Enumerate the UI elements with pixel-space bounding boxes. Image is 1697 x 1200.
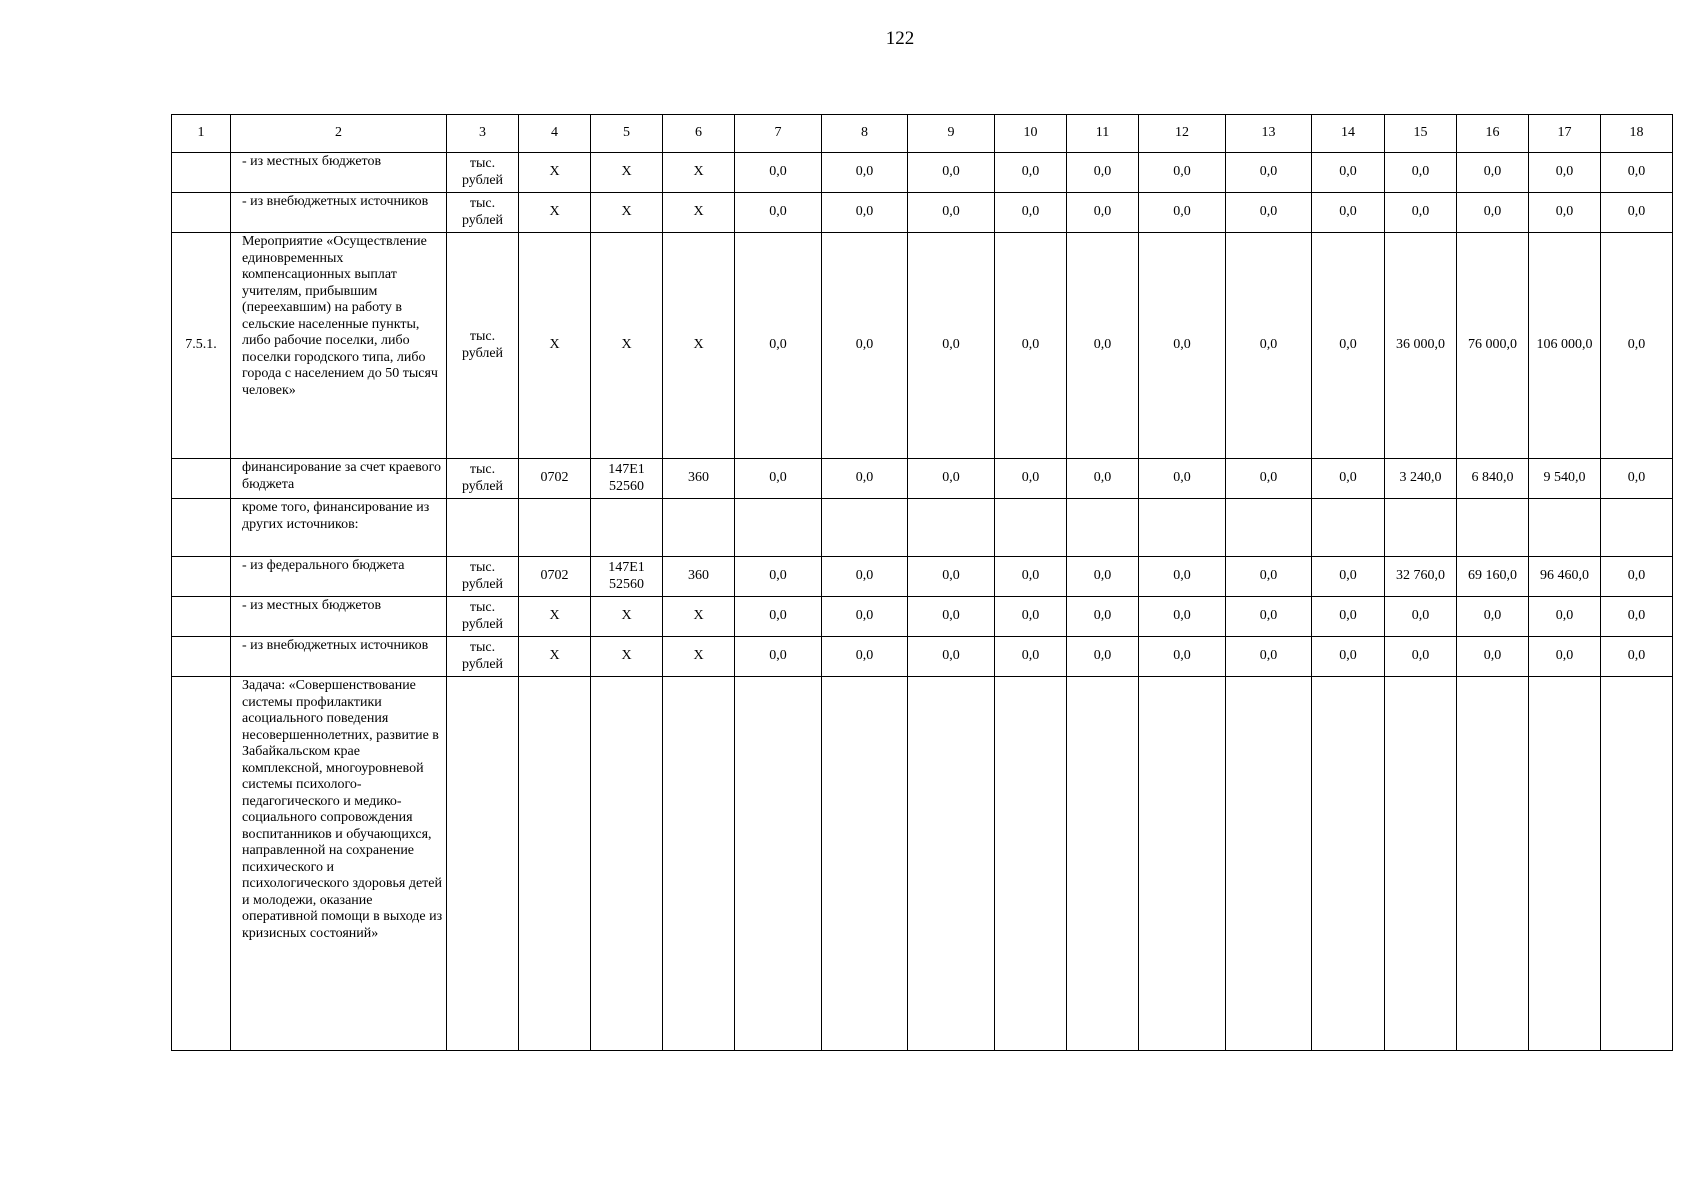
unit-cell: тыс. рублей	[447, 557, 519, 597]
row-number	[172, 193, 231, 233]
value-cell: 0,0	[1226, 459, 1312, 499]
value-cell: 0,0	[1067, 459, 1139, 499]
target-code-cell: X	[591, 597, 663, 637]
value-cell: 0,0	[1529, 597, 1601, 637]
table-row	[172, 677, 1673, 1051]
value-cell: 0,0	[1067, 233, 1139, 459]
target-code-cell: X	[591, 153, 663, 193]
value-cell: 36 000,0	[1385, 233, 1457, 459]
value-cell: 0,0	[1067, 193, 1139, 233]
value-cell: 0,0	[1601, 637, 1673, 677]
value-cell: 0,0	[908, 193, 995, 233]
value-cell: 0,0	[1601, 233, 1673, 459]
value-cell: 0,0	[995, 637, 1067, 677]
value-cell: 0,0	[908, 459, 995, 499]
value-cell: 0,0	[1226, 557, 1312, 597]
target-code-cell: X	[591, 637, 663, 677]
value-cell: 96 460,0	[1529, 557, 1601, 597]
row-number	[172, 499, 231, 557]
header-cell: 15	[1385, 115, 1457, 153]
value-cell	[1312, 677, 1385, 1051]
value-cell: 0,0	[1139, 193, 1226, 233]
value-cell: 0,0	[908, 637, 995, 677]
header-cell: 1	[172, 115, 231, 153]
value-cell: 0,0	[822, 597, 908, 637]
value-cell	[1067, 677, 1139, 1051]
table-row	[172, 557, 1673, 597]
value-cell: 0,0	[1312, 153, 1385, 193]
row-number	[172, 557, 231, 597]
header-cell: 7	[735, 115, 822, 153]
header-cell: 9	[908, 115, 995, 153]
header-row	[172, 115, 1673, 153]
header-cell: 12	[1139, 115, 1226, 153]
header-cell: 18	[1601, 115, 1673, 153]
header-cell: 2	[231, 115, 447, 153]
value-cell: 3 240,0	[1385, 459, 1457, 499]
value-cell: 9 540,0	[1529, 459, 1601, 499]
value-cell: 0,0	[908, 233, 995, 459]
value-cell: 0,0	[1139, 233, 1226, 459]
row-number: 7.5.1.	[172, 233, 231, 459]
row-name: - из федерального бюджета	[231, 557, 447, 597]
section-code-cell: 0702	[519, 459, 591, 499]
row-name: Мероприятие «Осуществление единовременных компенсационных выплат учителям, прибывшим (переехавшим) на работу в сельские населенные пункты, либо рабочие поселки, либо поселки городского типа, либо города с населением до 50 тысяч человек»	[231, 233, 447, 459]
value-cell	[1226, 677, 1312, 1051]
value-cell	[1139, 677, 1226, 1051]
expense-type-cell: X	[663, 153, 735, 193]
row-name: Задача: «Совершенствование системы профилактики асоциального поведения несовершеннолетних, развитие в Забайкальском крае комплексной, многоуровневой системы психолого-педагогического и медико-социального сопровождения воспитанников и обучающихся, направленной на сохранение психического и психологического здоровья детей и молодежи, оказание оперативной помощи в выходе из кризисных состояний»	[231, 677, 447, 1051]
header-cell: 13	[1226, 115, 1312, 153]
table-row	[172, 499, 1673, 557]
value-cell: 0,0	[822, 557, 908, 597]
value-cell	[908, 677, 995, 1051]
value-cell: 0,0	[822, 193, 908, 233]
value-cell	[822, 677, 908, 1051]
value-cell: 0,0	[822, 459, 908, 499]
table-row	[172, 597, 1673, 637]
header-cell: 11	[1067, 115, 1139, 153]
value-cell	[1312, 499, 1385, 557]
value-cell: 106 000,0	[1529, 233, 1601, 459]
expense-type-cell	[663, 499, 735, 557]
row-number	[172, 597, 231, 637]
value-cell: 0,0	[735, 233, 822, 459]
budget-table	[171, 114, 1673, 1051]
value-cell	[1529, 677, 1601, 1051]
section-code-cell: X	[519, 597, 591, 637]
page-number: 122	[885, 28, 915, 49]
value-cell: 0,0	[1139, 557, 1226, 597]
header-cell: 5	[591, 115, 663, 153]
expense-type-cell: X	[663, 233, 735, 459]
header-cell: 8	[822, 115, 908, 153]
value-cell: 0,0	[1226, 193, 1312, 233]
unit-cell: тыс. рублей	[447, 153, 519, 193]
header-cell: 10	[995, 115, 1067, 153]
value-cell: 0,0	[1312, 193, 1385, 233]
value-cell	[1226, 499, 1312, 557]
value-cell: 0,0	[995, 557, 1067, 597]
value-cell: 0,0	[908, 597, 995, 637]
header-cell: 3	[447, 115, 519, 153]
value-cell: 0,0	[1457, 597, 1529, 637]
unit-cell: тыс. рублей	[447, 193, 519, 233]
value-cell	[908, 499, 995, 557]
value-cell: 0,0	[1529, 153, 1601, 193]
section-code-cell: X	[519, 233, 591, 459]
unit-cell: тыс. рублей	[447, 637, 519, 677]
row-name: финансирование за счет краевого бюджета	[231, 459, 447, 499]
unit-cell: тыс. рублей	[447, 233, 519, 459]
value-cell: 0,0	[1385, 637, 1457, 677]
value-cell: 0,0	[995, 597, 1067, 637]
value-cell	[735, 677, 822, 1051]
target-code-cell: 147Е1 52560	[591, 557, 663, 597]
value-cell: 0,0	[1312, 637, 1385, 677]
value-cell: 0,0	[1385, 597, 1457, 637]
target-code-cell: X	[591, 233, 663, 459]
value-cell	[1601, 499, 1673, 557]
expense-type-cell: 360	[663, 557, 735, 597]
value-cell	[1529, 499, 1601, 557]
table-row	[172, 153, 1673, 193]
value-cell: 0,0	[1601, 193, 1673, 233]
value-cell: 0,0	[1139, 597, 1226, 637]
row-name: - из местных бюджетов	[231, 153, 447, 193]
value-cell: 0,0	[1457, 637, 1529, 677]
section-code-cell: X	[519, 637, 591, 677]
value-cell: 0,0	[1312, 557, 1385, 597]
value-cell: 0,0	[1529, 637, 1601, 677]
value-cell	[1601, 677, 1673, 1051]
table-row	[172, 193, 1673, 233]
expense-type-cell: X	[663, 597, 735, 637]
value-cell: 0,0	[1226, 597, 1312, 637]
unit-cell: тыс. рублей	[447, 459, 519, 499]
value-cell	[1457, 677, 1529, 1051]
value-cell: 0,0	[908, 153, 995, 193]
row-number	[172, 153, 231, 193]
value-cell: 0,0	[1529, 193, 1601, 233]
unit-cell: тыс. рублей	[447, 597, 519, 637]
value-cell: 0,0	[735, 637, 822, 677]
value-cell	[735, 499, 822, 557]
value-cell	[1385, 677, 1457, 1051]
header-cell: 4	[519, 115, 591, 153]
value-cell: 0,0	[1139, 637, 1226, 677]
value-cell: 6 840,0	[1457, 459, 1529, 499]
row-number	[172, 637, 231, 677]
value-cell: 0,0	[735, 557, 822, 597]
value-cell: 0,0	[1601, 597, 1673, 637]
value-cell: 0,0	[908, 557, 995, 597]
value-cell: 0,0	[1067, 557, 1139, 597]
value-cell: 0,0	[735, 193, 822, 233]
value-cell: 69 160,0	[1457, 557, 1529, 597]
value-cell: 32 760,0	[1385, 557, 1457, 597]
header-cell: 14	[1312, 115, 1385, 153]
value-cell	[1457, 499, 1529, 557]
section-code-cell	[519, 677, 591, 1051]
value-cell: 0,0	[1067, 597, 1139, 637]
value-cell	[995, 499, 1067, 557]
value-cell	[1385, 499, 1457, 557]
value-cell: 0,0	[1601, 153, 1673, 193]
header-cell: 16	[1457, 115, 1529, 153]
value-cell: 0,0	[735, 597, 822, 637]
section-code-cell: 0702	[519, 557, 591, 597]
expense-type-cell: X	[663, 193, 735, 233]
value-cell: 0,0	[1139, 459, 1226, 499]
value-cell: 0,0	[1601, 459, 1673, 499]
value-cell: 0,0	[1312, 597, 1385, 637]
target-code-cell	[591, 499, 663, 557]
value-cell: 0,0	[822, 637, 908, 677]
value-cell	[1067, 499, 1139, 557]
value-cell: 0,0	[1385, 193, 1457, 233]
section-code-cell: X	[519, 153, 591, 193]
section-code-cell: X	[519, 193, 591, 233]
value-cell: 0,0	[1457, 153, 1529, 193]
row-number	[172, 677, 231, 1051]
target-code-cell	[591, 677, 663, 1051]
table-row	[172, 459, 1673, 499]
row-name: - из внебюджетных источников	[231, 637, 447, 677]
unit-cell	[447, 677, 519, 1051]
value-cell: 0,0	[1312, 459, 1385, 499]
value-cell: 76 000,0	[1457, 233, 1529, 459]
value-cell: 0,0	[1067, 637, 1139, 677]
value-cell: 0,0	[735, 459, 822, 499]
header-cell: 6	[663, 115, 735, 153]
value-cell: 0,0	[1385, 153, 1457, 193]
value-cell: 0,0	[995, 459, 1067, 499]
section-code-cell	[519, 499, 591, 557]
row-name: кроме того, финансирование из других источников:	[231, 499, 447, 557]
unit-cell	[447, 499, 519, 557]
row-name: - из местных бюджетов	[231, 597, 447, 637]
value-cell	[1139, 499, 1226, 557]
table-row	[172, 233, 1673, 459]
table-row	[172, 637, 1673, 677]
value-cell: 0,0	[995, 233, 1067, 459]
value-cell: 0,0	[1067, 153, 1139, 193]
value-cell: 0,0	[1601, 557, 1673, 597]
value-cell: 0,0	[1226, 637, 1312, 677]
expense-type-cell: X	[663, 637, 735, 677]
value-cell	[822, 499, 908, 557]
value-cell: 0,0	[1226, 153, 1312, 193]
value-cell: 0,0	[1457, 193, 1529, 233]
value-cell: 0,0	[1312, 233, 1385, 459]
value-cell: 0,0	[1139, 153, 1226, 193]
target-code-cell: 147Е1 52560	[591, 459, 663, 499]
row-number	[172, 459, 231, 499]
value-cell: 0,0	[995, 153, 1067, 193]
value-cell: 0,0	[822, 233, 908, 459]
expense-type-cell: 360	[663, 459, 735, 499]
value-cell: 0,0	[735, 153, 822, 193]
row-name: - из внебюджетных источников	[231, 193, 447, 233]
value-cell	[995, 677, 1067, 1051]
value-cell: 0,0	[822, 153, 908, 193]
header-cell: 17	[1529, 115, 1601, 153]
target-code-cell: X	[591, 193, 663, 233]
value-cell: 0,0	[995, 193, 1067, 233]
value-cell: 0,0	[1226, 233, 1312, 459]
expense-type-cell	[663, 677, 735, 1051]
